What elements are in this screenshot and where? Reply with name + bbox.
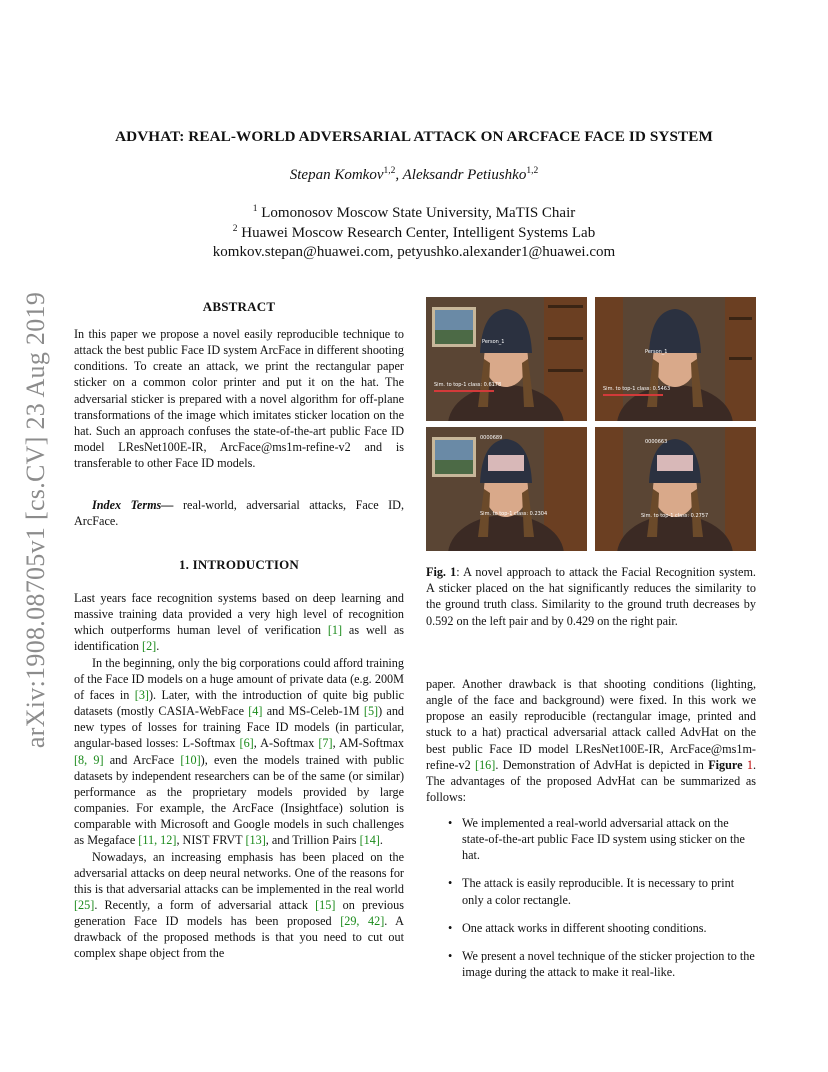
affiliation-text: Huawei Moscow Research Center, Intelligent Systems Lab	[237, 225, 596, 241]
paper-title: ADVHAT: REAL-WORLD ADVERSARIAL ATTACK ON ARCFACE FACE ID SYSTEM	[115, 128, 713, 145]
citation-link[interactable]: [7]	[318, 736, 333, 751]
bullet-icon: •	[448, 920, 453, 935]
similarity-score: Sim. to top-1 class: 0.5463	[603, 386, 671, 392]
citation-link[interactable]: [2]	[142, 639, 157, 654]
affiliation-1	[40, 204, 788, 222]
list-item-text: We present a novel technique of the sticker projection to the image during the attack to make it real-like.	[462, 948, 755, 980]
index-terms-label: Index Terms—	[92, 498, 174, 512]
list-item	[446, 815, 756, 863]
intro-paragraph-2: In the beginning, only the big corporations could afford training of the Face ID models on a huge amount of private data (e.g. 200M of faces in [3]). Later, with the introduction of quite big public datasets (mostly CASIA-WebFace [4] and MS-Celeb-1M [5]) and new types of losses for training Face ID models (in particular, angular-based losses: L-Softmax [6], A-Softmax [7], AM-Softmax [8, 9] and ArcFace [10]), even the models trained with public datasets by independent researchers can be of the same (or similar) performance as the proprietary models provided by large companies. For example, the ArcFace (Insightface) solution is comparable with Microsoft and Google models in such challenges as Megaface [11, 12], NIST FRVT [13], and Trillion Pairs [14].	[74, 655, 405, 848]
citation-link[interactable]: [14]	[359, 833, 380, 848]
author-list	[40, 166, 788, 184]
citation-link[interactable]: [3]	[134, 687, 149, 702]
detection-label: 0000689	[480, 435, 503, 441]
author-name: Stepan Komkov	[289, 167, 384, 183]
caption-text: : A novel approach to attack the Facial Recognition system. A sticker placed on the hat significantly reduces the similarity to the ground truth class. Similarity to the ground truth decreases by 0.592 on the left pair and by 0.429 on the right pair.	[426, 565, 756, 628]
figure-panel	[595, 297, 756, 421]
list-item	[446, 920, 756, 936]
author-emails: komkov.stepan@huawei.com, petyushko.alexander1@huawei.com	[212, 244, 616, 260]
detection-label: 0000663	[645, 439, 668, 445]
arxiv-stamp-text: arXiv:1908.08705v1 [cs.CV] 23 Aug 2019	[21, 291, 50, 749]
citation-link[interactable]: [8, 9]	[74, 752, 104, 767]
intro-paragraph-1: Last years face recognition systems based on deep learning and massive training data provided a very high level of recognition which outperforms human level of verification [1] as well as identification [2].	[74, 591, 404, 654]
similarity-score: Sim. to top-1 class: 0.2304	[480, 511, 548, 517]
similarity-underline	[603, 394, 663, 396]
affiliation-2	[40, 224, 788, 242]
similarity-underline	[434, 390, 494, 392]
intro-heading: 1. INTRODUCTION	[178, 557, 299, 572]
detection-label: Person_1	[645, 349, 668, 355]
affiliation-sup: 1	[252, 204, 258, 214]
list-item	[446, 875, 756, 907]
caption-label: Fig. 1	[426, 565, 457, 579]
abstract-heading: ABSTRACT	[202, 299, 276, 314]
citation-link[interactable]: [1]	[327, 623, 343, 638]
detection-label: Person_1	[482, 339, 505, 345]
citation-link[interactable]: [6]	[239, 736, 254, 751]
citation-link[interactable]: [15]	[315, 897, 336, 912]
affiliation-text: Lomonosov Moscow State University, MaTIS Chair	[257, 205, 576, 221]
list-item	[446, 948, 756, 980]
arxiv-stamp	[18, 280, 54, 760]
citation-link[interactable]: [10]	[180, 752, 201, 767]
similarity-score: Sim. to top-1 class: 0.2757	[641, 513, 709, 519]
figure-panel	[595, 427, 756, 551]
author-separator: ,	[395, 167, 403, 183]
list-item-text: The attack is easily reproducible. It is necessary to print only a color rectangle.	[462, 876, 735, 907]
abstract-text: In this paper we propose a novel easily reproducible technique to attack the best public Face ID system ArcFace in different shooting conditions. To create an attack, we print the rectangular paper sticker on a common color printer and put it on the hat. The adversarial sticker is prepared with a novel algorithm for off-plane transformations of the image which imitates sticker location on the hat. Such an approach confuses the state-of-the-art public Face ID model LResNet100E-IR, ArcFace@ms1m-refine-v2 and is transferable to other Face ID models.	[74, 327, 404, 471]
right-paragraph: paper. Another drawback is that shooting conditions (lighting, angle of the face and background) were fixed. In this work we propose an easily reproducible (rectangular image, printed and stuck to a hat) practical adversarial attack called AdvHat on the best public Face ID model LResNet100E-IR, ArcFace@ms1m-refine-v2 [16]. Demonstration of AdvHat is depicted in Figure 1. The advantages of the proposed AdvHat can be summarized as follows:	[426, 677, 756, 805]
face-photo-image	[426, 297, 587, 421]
right-column-body	[426, 676, 756, 805]
citation-link[interactable]: [11, 12]	[138, 833, 177, 848]
intro-paragraph-3: Nowadays, an increasing emphasis has been placed on the adversarial attacks on deep neural networks. One of the reasons for this is that adversarial attacks can be implemented in the real world [25]. Recently, a form of adversarial attack [15] on previous generation Face ID models has been proposed [29, 42]. A drawback of the proposed methods is that you need to cut out complex shape object from the	[74, 849, 404, 961]
citation-link[interactable]: [16]	[475, 757, 496, 772]
advantages-list	[446, 815, 756, 992]
face-photo-image	[595, 427, 756, 551]
intro-body	[74, 590, 404, 962]
author-name: Aleksandr Petiushko	[402, 167, 527, 183]
face-photo-image	[426, 427, 587, 551]
figure-caption	[426, 564, 756, 629]
figure-ref-link[interactable]: 1	[746, 757, 753, 772]
affiliation-sup: 2	[232, 224, 238, 234]
citation-link[interactable]: [5]	[363, 704, 379, 719]
bullet-icon: •	[448, 816, 453, 830]
figure-1	[426, 297, 756, 551]
citation-link[interactable]: [13]	[245, 833, 266, 848]
citation-link[interactable]: [25]	[74, 897, 95, 912]
figure-panel	[426, 427, 587, 551]
index-terms-text: real-world, adversarial attacks, Face ID, ArcFace.	[74, 498, 404, 529]
similarity-score: Sim. to top-1 class: 0.6178	[434, 382, 502, 388]
bullet-icon: •	[448, 876, 453, 891]
index-terms	[74, 497, 404, 529]
list-item-text: One attack works in different shooting conditions.	[462, 920, 707, 935]
figure-panel	[426, 297, 587, 421]
citation-link[interactable]: [4]	[248, 704, 263, 719]
list-item-text: We implemented a real-world adversarial attack on the state-of-the-art public Face ID system using sticker on the hat.	[462, 816, 745, 863]
citation-link[interactable]: [29, 42]	[340, 914, 385, 929]
author-sup: 1,2	[526, 166, 539, 176]
face-photo-image	[595, 297, 756, 421]
author-sup: 1,2	[383, 166, 396, 176]
bold-text: Figure	[708, 757, 747, 772]
bullet-icon: •	[448, 948, 453, 963]
abstract-body	[74, 326, 404, 471]
